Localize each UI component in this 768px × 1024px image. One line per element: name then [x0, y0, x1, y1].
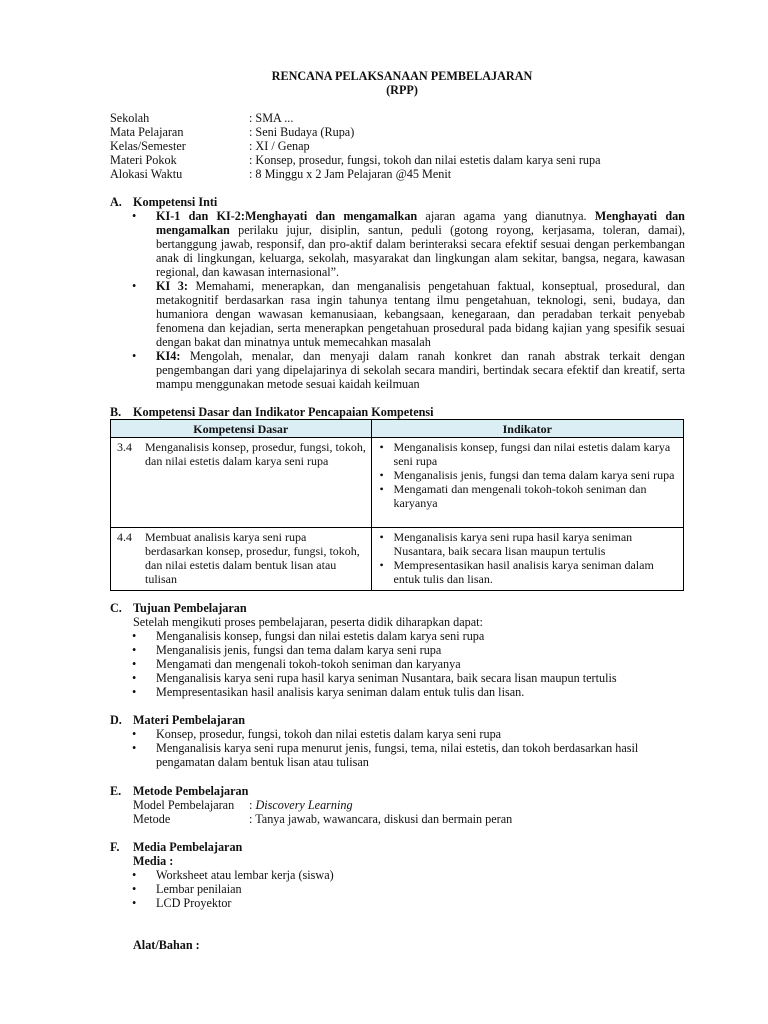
ki-bold-label: KI 3: [156, 279, 188, 293]
list-item: • Worksheet atau lembar kerja (siswa) [156, 868, 685, 882]
indikator-cell [371, 528, 683, 591]
section-media-pembelajaran [110, 840, 685, 952]
info-value: : Konsep, prosedur, fungsi, tokoh dan nilai estetis dalam karya seni rupa [249, 153, 601, 167]
section-heading [110, 784, 685, 798]
info-label: Materi Pokok [110, 153, 177, 167]
section-letter: F. [110, 840, 120, 854]
section-intro: Setelah mengikuti proses pembelajaran, peserta didik diharapkan dapat: [133, 615, 483, 629]
materi-list [110, 727, 685, 769]
metode-details [110, 798, 685, 826]
section-heading [110, 601, 685, 615]
section-heading [110, 195, 685, 209]
info-row-mata-pelajaran [110, 125, 694, 139]
kd-text: Membuat analisis karya seni rupa berdasarkan konsep, prosedur, fungsi, tokoh, dan nilai estetis dalam bentuk lisan atau tulisan [145, 530, 360, 586]
metode-value: : Tanya jawab, wawancara, diskusi dan bermain peran [249, 812, 513, 826]
section-kompetensi-dasar [110, 405, 685, 419]
ki-bold-label: KI4: [156, 349, 181, 363]
section-title: Kompetensi Inti [133, 195, 218, 209]
model-label: Model Pembelajaran [133, 798, 235, 812]
model-sep: : [249, 798, 256, 812]
list-item: • Menganalisis konsep, fungsi dan nilai estetis dalam karya seni rupa [156, 629, 685, 643]
ki-item-4 [156, 349, 685, 391]
indikator-list [378, 530, 679, 586]
info-value: : Seni Budaya (Rupa) [249, 125, 355, 139]
list-item: • Mempresentasikan hasil analisis karya seniman dalam entuk tulis dan lisan. [156, 685, 685, 699]
info-row-alokasi-waktu [110, 167, 694, 181]
ki-bold-label: KI-1 dan KI-2:Menghayati dan mengamalkan [156, 209, 418, 223]
section-heading [110, 405, 685, 419]
ki-bold-label: Menghayati dan mengamalkan [156, 209, 685, 237]
section-metode-pembelajaran [110, 784, 685, 826]
ki-text: perilaku jujur, disiplin, santun, peduli (gotong royong, kerjasama, toleran, damai), bertanggung jawab, responsif, dan pro-aktif dalam berinteraksi secara efektif sesuai dengan perkembangan anak di lingkungan, keluarga, sekolah, masyarakat dan lingkungan alam sekitar, bangsa, negara, kawasan regional, dan kawasan internasional”. [156, 223, 685, 279]
section-title: Media Pembelajaran [133, 840, 243, 854]
ki-item-1-2 [156, 209, 685, 279]
section-letter: A. [110, 195, 122, 209]
metode-row [133, 812, 685, 826]
tujuan-list [110, 629, 685, 699]
kd-indikator-table [110, 419, 684, 591]
section-letter: C. [110, 601, 122, 615]
list-item: • Mempresentasikan hasil analisis karya seniman dalam entuk tulis dan lisan. [394, 558, 679, 586]
info-value: : XI / Genap [249, 139, 310, 153]
section-title: Metode Pembelajaran [133, 784, 249, 798]
alat-bahan-label: Alat/Bahan : [133, 938, 200, 952]
section-letter: B. [110, 405, 122, 419]
kd-cell [111, 528, 372, 591]
kd-number: 3.4 [117, 440, 132, 454]
section-title: Materi Pembelajaran [133, 713, 246, 727]
kd-cell [111, 438, 372, 528]
table-header-row [111, 420, 684, 438]
list-item: • Menganalisis karya seni rupa hasil karya seniman Nusantara, baik secara lisan maupun tertulis [156, 671, 685, 685]
model-row [133, 798, 685, 812]
list-item: • Menganalisis jenis, fungsi dan tema dalam karya seni rupa [156, 643, 685, 657]
column-header-indikator: Indikator [371, 420, 683, 438]
title-line-2: (RPP) [386, 83, 418, 97]
identity-block [110, 111, 694, 181]
list-item: • Konsep, prosedur, fungsi, tokoh dan nilai estetis dalam karya seni rupa [156, 727, 685, 741]
kd-text: Menganalisis konsep, prosedur, fungsi, tokoh, dan nilai estetis dalam karya seni rupa [145, 440, 366, 468]
info-row-sekolah [110, 111, 694, 125]
list-item: • Menganalisis karya seni rupa menurut jenis, fungsi, tema, nilai estetis, dan tokoh berdasarkan hasil pengamatan dalam bentuk lisan atau tulisan [156, 741, 685, 769]
document-title [110, 69, 694, 97]
list-item: • LCD Proyektor [156, 896, 685, 910]
info-row-kelas-semester [110, 139, 694, 153]
section-letter: E. [110, 784, 122, 798]
list-item: • Menganalisis jenis, fungsi dan tema dalam karya seni rupa [394, 468, 679, 482]
media-list [110, 868, 685, 910]
indikator-cell [371, 438, 683, 528]
title-line-1: RENCANA PELAKSANAAN PEMBELAJARAN [271, 69, 533, 83]
table-row [111, 438, 684, 528]
section-title: Kompetensi Dasar dan Indikator Pencapaian Kompetensi [133, 405, 434, 419]
media-label: Media : [133, 854, 174, 868]
section-letter: D. [110, 713, 122, 727]
model-value: Discovery Learning [255, 798, 353, 812]
metode-label: Metode [133, 812, 171, 826]
indikator-list [378, 440, 679, 510]
info-label: Mata Pelajaran [110, 125, 184, 139]
list-item: • Menganalisis konsep, fungsi dan nilai estetis dalam karya seni rupa [394, 440, 679, 468]
list-item: • Lembar penilaian [156, 882, 685, 896]
list-item: • Mengamati dan mengenali tokoh-tokoh seniman dan karyanya [394, 482, 679, 510]
ki-list [110, 209, 685, 391]
info-label: Alokasi Waktu [110, 167, 183, 181]
info-value: : 8 Minggu x 2 Jam Pelajaran @45 Menit [249, 167, 452, 181]
section-tujuan-pembelajaran [110, 601, 685, 699]
ki-item-3 [156, 279, 685, 349]
section-heading [110, 840, 685, 854]
list-item: • Menganalisis karya seni rupa hasil karya seniman Nusantara, baik secara lisan maupun tertulis [394, 530, 679, 558]
ki-text: Memahami, menerapkan, dan menganalisis pengetahuan faktual, konseptual, prosedural, dan metakognitif berdasarkan rasa ingin tahunya tentang ilmu pengetahuan, teknologi, seni, budaya, dan humaniora dengan wawasan kemanusiaan, kebangsaan, kenegaraan, dan peradaban terkait penyebab fenomena dan kejadian, serta menerapkan pengetahuan prosedural pada bidang kajian yang spesifik sesuai dengan bakat dan minatnya untuk memecahkan masalah [156, 279, 685, 349]
info-label: Sekolah [110, 111, 150, 125]
section-heading [110, 713, 685, 727]
section-kompetensi-inti [110, 195, 685, 391]
info-label: Kelas/Semester [110, 139, 186, 153]
info-row-materi-pokok [110, 153, 694, 167]
section-materi-pembelajaran [110, 713, 685, 769]
kd-number: 4.4 [117, 530, 132, 544]
info-value: : SMA ... [249, 111, 294, 125]
ki-text: ajaran agama yang dianutnya. [417, 209, 595, 223]
column-header-kompetensi-dasar: Kompetensi Dasar [111, 420, 372, 438]
table-row [111, 528, 684, 591]
section-title: Tujuan Pembelajaran [133, 601, 247, 615]
ki-text: Mengolah, menalar, dan menyaji dalam ranah konkret dan ranah abstrak terkait dengan pengembangan dari yang dipelajarinya di sekolah secara mandiri, bertindak secara efektif dan kreatif, serta mampu menggunakan metode sesuai kaidah keilmuan [156, 349, 685, 391]
list-item: • Mengamati dan mengenali tokoh-tokoh seniman dan karyanya [156, 657, 685, 671]
